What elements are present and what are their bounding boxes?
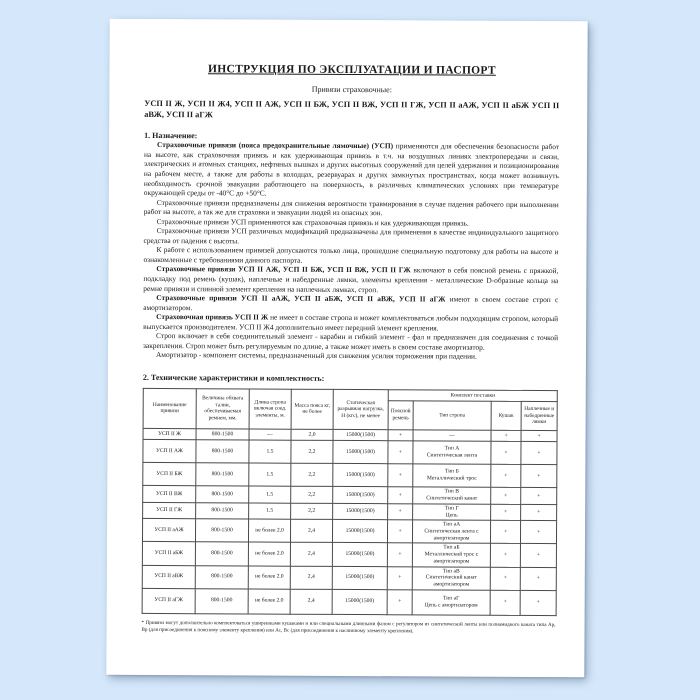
- cell-belt: +: [388, 487, 413, 504]
- paragraph-text: имеют в своем составе строп с амортизатором.: [143, 294, 559, 312]
- table-row: [142, 565, 556, 590]
- cell-mass: 2,0: [291, 429, 333, 440]
- cell-girth: 800-1500: [195, 565, 248, 588]
- cell-strop-length: 1.5: [249, 503, 291, 520]
- cell-static-load: 15000(1500): [333, 503, 388, 520]
- cell-name: УСП II ВЖ: [143, 485, 196, 502]
- cell-belt: +: [387, 566, 412, 589]
- cell-belt: +: [388, 430, 413, 441]
- paragraph: [143, 293, 558, 314]
- cell-belt: +: [387, 589, 412, 614]
- table-row: [142, 519, 556, 544]
- cell-belt: +: [388, 464, 413, 487]
- cell-kushak: +: [490, 567, 520, 590]
- cell-strop-type: Тип аБ Металлический трос с амортизатором: [412, 543, 490, 567]
- cell-kushak: +: [490, 521, 520, 544]
- cell-kushak: +: [491, 464, 521, 487]
- cell-strop-length: не более 2.0: [248, 519, 290, 542]
- section-1-heading: 1. Назначение:: [144, 131, 198, 141]
- cell-straps: +: [521, 504, 557, 521]
- page-content: [142, 55, 560, 636]
- paragraph: [143, 331, 558, 352]
- paragraph-text: включают в себя поясной ремень с пряжкой, подкладку под ремень (кушак), наплечные и набедренные лямки, элементы крепления - металлические D-образные кольца на ремне привязи и спинной элемент крепления на наплечных лямках, строп.: [143, 265, 559, 294]
- cell-girth: 800-1500: [196, 429, 249, 440]
- cell-name: УСП II аВЖ: [142, 565, 195, 588]
- cell-kushak: +: [491, 504, 521, 521]
- paragraph-text: Страховочные привязи предназначены для снижения вероятности травмирования в случае падения рабочего при выполнении работ на высоте, а так же для страховки и эвакуации людей из опасных зон.: [143, 197, 559, 218]
- cell-static-load: 15000(1500): [333, 486, 388, 503]
- cell-mass: 2,4: [290, 543, 332, 566]
- col-header-girth: Величина обхвата талии, обеспечиваемая ремнем, мм.: [196, 389, 249, 429]
- paragraph: [144, 198, 559, 219]
- table-caption: 2. Технические характеристики и комплектность:: [142, 372, 325, 383]
- cell-kushak: +: [491, 487, 521, 504]
- cell-girth: 800-1500: [196, 440, 249, 463]
- cell-kushak: +: [491, 441, 521, 464]
- cell-name: УСП II аАЖ: [142, 519, 195, 542]
- cell-straps: +: [521, 487, 557, 504]
- cell-belt: +: [388, 504, 413, 521]
- col-header-strop-length: Длина стропа включая соед. элементы, м.: [249, 389, 291, 429]
- cell-strop-length: не более 2.0: [248, 542, 290, 565]
- cell-girth: 800-1500: [195, 519, 248, 542]
- paragraph-text: Амортизатор - компонент системы, предназначенный для снижения усилия торможения при падении.: [155, 350, 477, 362]
- cell-straps: +: [520, 567, 556, 590]
- col-header-kit: Комплект поставки: [388, 390, 557, 402]
- cell-straps: +: [521, 464, 557, 487]
- cell-strop-type: Тип В Синтетический канат: [413, 487, 491, 504]
- paragraph: [143, 312, 558, 333]
- cell-mass: 2,4: [290, 520, 332, 543]
- cell-strop-length: 1.5: [249, 440, 291, 463]
- cell-strop-type: Тип аА Синтетическая лента с амортизатором: [412, 520, 490, 544]
- document-page: [106, 19, 587, 677]
- table-footnote: * Привязи могут дополнительно комплектоваться уширенными кушаками и или специальными длинными фалом с регулятором из синтетической ленты или полиамидного каната типа Ар, Вр (для присоединения к поясному элементу крепления) или Ас, Вс (для присоединения к наспинному элементу крепления).: [141, 619, 556, 634]
- cell-mass: 2,4: [290, 589, 332, 614]
- paragraph-lead: Страховочные привязи (пояса предохранительные лямочные) (УСП): [157, 140, 394, 151]
- col-header-strop-type: Тип стропа: [413, 401, 491, 430]
- page-title: ИНСТРУКЦИЯ ПО ЭКСПЛУАТАЦИИ И ПАСПОРТ: [207, 63, 496, 77]
- paragraph-lead: Страховочные привязи УСП II АЖ, УСП II БЖ, УСП II ВЖ, УСП II ГЖ: [156, 264, 411, 275]
- cell-static-load: 15000(1500): [333, 429, 388, 440]
- cell-kushak: +: [491, 430, 521, 441]
- cell-girth: 800-1500: [196, 463, 249, 486]
- cell-kushak: +: [490, 590, 520, 615]
- cell-mass: 2,2: [291, 440, 333, 463]
- cell-strop-type: —: [413, 430, 491, 441]
- cell-girth: 800-1500: [196, 486, 249, 503]
- col-header-mass: Масса пояса кг, не более: [291, 389, 333, 429]
- cell-strop-type: Тип Б Металлический трос: [413, 464, 491, 487]
- paragraph-text: не имеет в составе стропа и может комплектоваться любым подходящим стропом, который выпускается производителем. УСП II Ж4 дополнительно имеет передний элемент крепления.: [143, 312, 559, 333]
- table-row: [143, 485, 557, 504]
- cell-strop-type: Тип аВ Синтетический канат амортизатором: [412, 566, 490, 590]
- cell-name: УСП II АЖ: [143, 439, 196, 462]
- cell-mass: 2,2: [291, 503, 333, 520]
- table-header-row: [143, 388, 557, 401]
- cell-girth: 800-1500: [195, 588, 248, 613]
- col-header-straps: Наплечные и набедренные лямки: [521, 401, 557, 430]
- cell-name: УСП II БЖ: [143, 462, 196, 485]
- table-row: [143, 462, 557, 487]
- cell-static-load: 15000(1500): [332, 543, 387, 566]
- cell-strop-type: Тип А Синтетическая лента: [413, 441, 491, 464]
- cell-mass: 2,2: [291, 463, 333, 486]
- cell-straps: +: [521, 441, 557, 464]
- cell-static-load: 15000(1500): [332, 520, 387, 543]
- cell-strop-length: не более 2.0: [248, 589, 290, 614]
- cell-strop-length: не более 2.0: [248, 566, 290, 589]
- paragraph-text: применяются для обеспечения безопасности работ на высоте, как страховочная привязь и как удерживающая привязь в т.ч. на воздушных линиях электропередачи и связи, электрических и атомных станциях, нефтяных вышках и других высотных сооружений для целей удержания и позиционирования на рабочем месте, а также для работы в колодцах, резервуарах и других замкнутых пространствах, когда может возникнуть необходимость срочной эвакуации работающего на поверхность, в различных климатических условиях при температуре окружающей среды от -40°С до +50°С.: [143, 141, 560, 198]
- cell-mass: 2,4: [290, 566, 332, 589]
- col-header-kushak: Кушак: [491, 401, 521, 430]
- paragraph-text: Строп включает в себя соединительный элемент - карабин и гибкий элемент - фал и предназначен для соединения с точкой закрепления. Строп может быть регулируемым по длине, а также может иметь в своем составе амортизатор.: [142, 331, 559, 352]
- cell-straps: +: [521, 430, 557, 441]
- cell-strop-length: 1.5: [249, 463, 291, 486]
- cell-straps: +: [520, 544, 556, 567]
- cell-name: УСП II аБЖ: [142, 542, 195, 565]
- cell-belt: +: [387, 543, 412, 566]
- cell-belt: +: [388, 441, 413, 464]
- paragraph-text: Страховочные привязи УСП применяются как страховочная привязь и как удерживающая привязь.: [156, 216, 469, 228]
- col-header-name: Наименование привязи: [143, 388, 196, 428]
- paragraph: [143, 350, 558, 362]
- cell-straps: +: [520, 590, 556, 615]
- document-subtitle: Привязи страховочные:: [311, 84, 392, 95]
- cell-static-load: 15000(1500): [333, 440, 388, 463]
- cell-straps: +: [520, 521, 556, 544]
- cell-static-load: 15000(1500): [332, 566, 387, 589]
- paragraph: [143, 264, 558, 295]
- cell-kushak: +: [490, 544, 520, 567]
- spec-table: [142, 388, 558, 616]
- table-row: [142, 542, 556, 567]
- cell-name: УСП II ГЖ: [143, 502, 196, 519]
- cell-girth: 800-1500: [196, 503, 249, 520]
- col-header-belt: Поясной ремень: [388, 401, 413, 430]
- cell-strop-type: Тип аГ Цепь с амортизатором: [412, 590, 490, 615]
- paragraph-lead: Страховочная привязь УСП II Ж: [156, 312, 269, 322]
- cell-strop-length: —: [249, 429, 291, 440]
- paragraph: [144, 226, 559, 247]
- col-header-static-load: Статическая разрывная нагрузка, Н (кгс), не менее: [333, 389, 388, 429]
- cell-girth: 800-1500: [195, 542, 248, 565]
- cell-strop-length: 1.5: [249, 486, 291, 503]
- table-row: [143, 439, 557, 464]
- paragraph-text: К работе с использованием привязей допускаются только лица, прошедшие специальную подготовку для работы на высоте и ознакомленные с требованиями данного паспорта.: [143, 245, 559, 265]
- models-list: УСП II Ж, УСП II Ж4, УСП II АЖ, УСП II БЖ, УСП II ВЖ, УСП II ГЖ, УСП II аАЖ, УСП II аБЖ УСП II аВЖ, УСП II аГЖ: [144, 98, 560, 120]
- table-row: [142, 588, 556, 615]
- cell-static-load: 15000(1500): [332, 589, 387, 614]
- paragraph: [143, 245, 558, 266]
- cell-static-load: 15000(1500): [333, 463, 388, 486]
- paragraph: [144, 140, 559, 199]
- paragraph-text: Страховочные привязи УСП различных модификаций предназначены для применения в качестве индивидуального защитного средства от падения с высоты.: [143, 226, 559, 246]
- cell-mass: 2,2: [291, 486, 333, 503]
- cell-name: УСП II Ж: [143, 428, 196, 439]
- cell-name: УСП II аГЖ: [142, 588, 195, 613]
- cell-strop-type: Тип Г Цепь: [413, 504, 491, 521]
- paragraph-lead: Страховочные привязи УСП II аАЖ, УСП II аБЖ, УСП II аВЖ, УСП II аГЖ: [156, 293, 446, 304]
- cell-belt: +: [387, 520, 412, 543]
